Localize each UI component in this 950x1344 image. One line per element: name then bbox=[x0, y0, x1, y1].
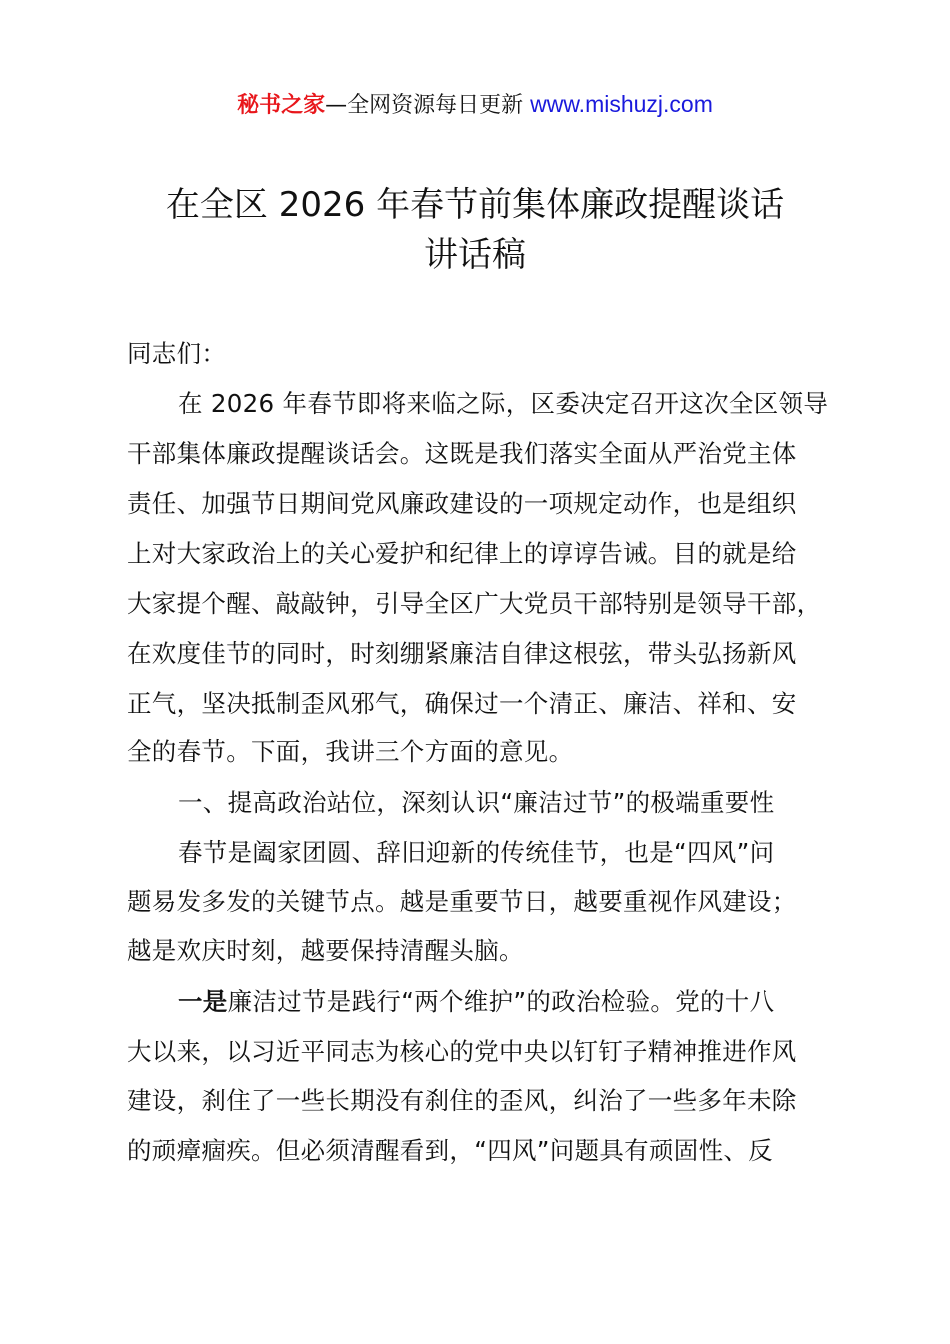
point-paragraph-line: 的顽瘴痼疾。但必须清醒看到，“四风”问题具有顽固性、反 bbox=[127, 1136, 773, 1165]
intro-line: 干部集体廉政提醒谈话会。这既是我们落实全面从严治党主体 bbox=[127, 439, 797, 468]
section-paragraph-line: 春节是阖家团圆、辞旧迎新的传统佳节，也是“四风”问 bbox=[178, 838, 775, 867]
salutation: 同志们： bbox=[127, 339, 227, 368]
site-url-link[interactable]: www.mishuzj.com bbox=[530, 91, 713, 117]
section-paragraph-line: 题易发多发的关键节点。越是重要节日，越要重视作风建设； bbox=[127, 887, 797, 916]
intro-line: 在欢度佳节的同时，时刻绷紧廉洁自律这根弦，带头弘扬新风 bbox=[127, 639, 797, 668]
section-heading: 一、提高政治站位，深刻认识“廉洁过节”的极端重要性 bbox=[178, 788, 775, 817]
document-title-line-2: 讲话稿 bbox=[424, 235, 526, 275]
banner-slogan: —全网资源每日更新 bbox=[325, 93, 531, 118]
intro-line: 责任、加强节日期间党风廉政建设的一项规定动作，也是组织 bbox=[127, 489, 797, 518]
intro-line: 全的春节。下面，我讲三个方面的意见。 bbox=[127, 737, 574, 766]
intro-line: 在 2026 年春节即将来临之际，区委决定召开这次全区领导 bbox=[178, 389, 829, 418]
section-paragraph-line: 越是欢庆时刻，越要保持清醒头脑。 bbox=[127, 936, 524, 965]
point-text: 廉洁过节是践行“两个维护”的政治检验。党的十八 bbox=[227, 987, 775, 1016]
point-paragraph-line bbox=[178, 984, 774, 1020]
document-title-line-1: 在全区 2026 年春节前集体廉政提醒谈话 bbox=[165, 185, 785, 225]
brand-name: 秘书之家 bbox=[237, 93, 326, 118]
intro-line: 正气，坚决抵制歪风邪气，确保过一个清正、廉洁、祥和、安 bbox=[127, 689, 797, 718]
point-paragraph-line: 建设，刹住了一些长期没有刹住的歪风，纠治了一些多年未除 bbox=[127, 1086, 797, 1115]
site-banner bbox=[0, 88, 950, 122]
intro-line: 大家提个醒、敲敲钟，引导全区广大党员干部特别是领导干部， bbox=[127, 589, 822, 618]
point-lead: 一是 bbox=[178, 987, 228, 1016]
point-paragraph-line: 大以来，以习近平同志为核心的党中央以钉钉子精神推进作风 bbox=[127, 1037, 797, 1066]
intro-line: 上对大家政治上的关心爱护和纪律上的谆谆告诫。目的就是给 bbox=[127, 539, 797, 568]
